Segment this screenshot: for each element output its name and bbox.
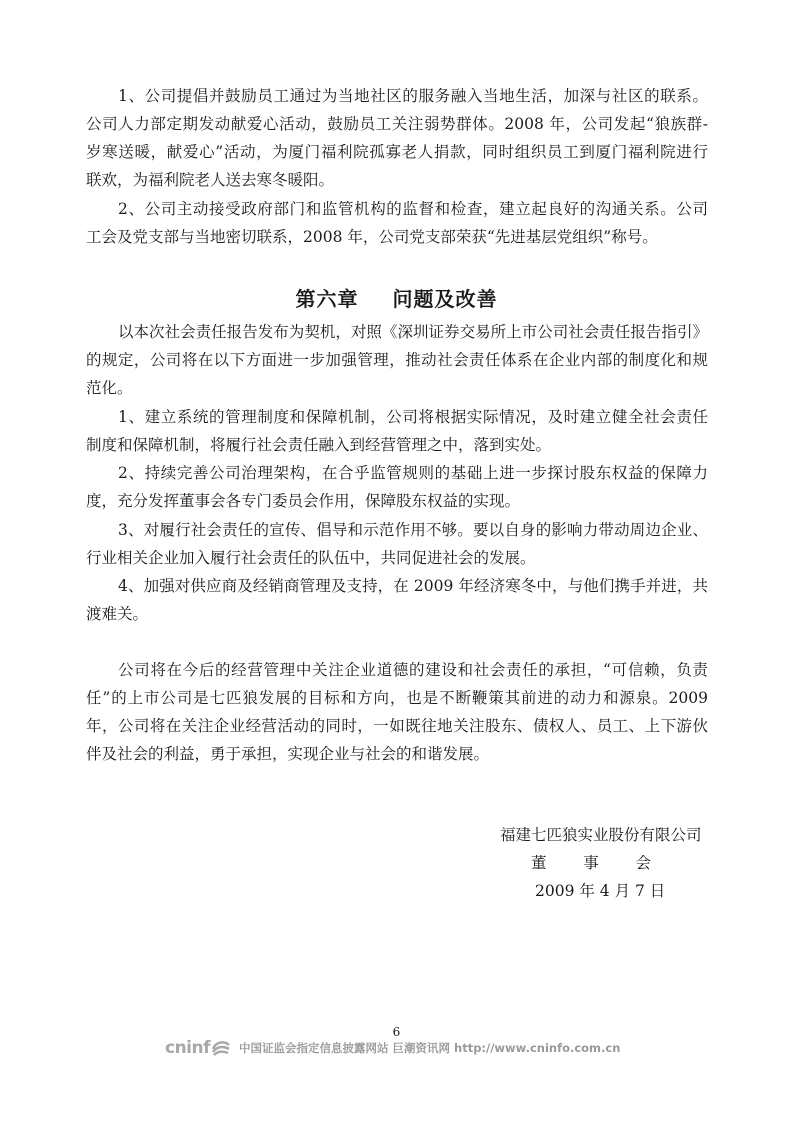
paragraph-line: 以本次社会责任报告发布为契机，对照《深圳证券交易所上市公司社会责任报告指引》 <box>118 323 708 341</box>
paragraph-line: 范化。 <box>86 379 133 397</box>
signature-date: 2009 年 4 月 7 日 <box>535 882 666 900</box>
paragraph-line: 任”的上市公司是七匹狼发展的目标和方向，也是不断鞭策其前进的动力和源泉。2009 <box>86 689 708 707</box>
cninfo-logo-icon <box>211 1039 231 1057</box>
paragraph-line: 行业相关企业加入履行社会责任的队伍中，共同促进社会的发展。 <box>86 549 536 567</box>
paragraph-line: 4、加强对供应商及经销商管理及支持，在 2009 年经济寒冬中，与他们携手并进，共 <box>118 577 708 595</box>
paragraph-line: 公司人力部定期发动献爱心活动，鼓励员工关注弱势群体。2008 年，公司发起“狼族群- <box>86 115 708 133</box>
signature-board-char: 会 <box>635 854 651 872</box>
footer <box>165 1037 620 1059</box>
signature-board <box>531 853 651 873</box>
paragraph-line: 2、持续完善公司治理架构，在合乎监管规则的基础上进一步探讨股东权益的保障力 <box>118 464 708 482</box>
footer-text: 中国证监会指定信息披露网站 巨潮资讯网 http://www.cninfo.com.cn <box>239 1041 621 1055</box>
paragraph-line: 联欢，为福利院老人送去寒冬暖阳。 <box>86 171 335 189</box>
logo-text: cninf <box>165 1038 211 1058</box>
page-number: 6 <box>392 1025 401 1039</box>
paragraph-line: 工会及党支部与当地密切联系，2008 年，公司党支部荣获“先进基层党组织”称号。 <box>86 228 658 246</box>
paragraph-line: 年，公司将在关注企业经营活动的同时，一如既往地关注股东、债权人、员工、上下游伙 <box>86 717 708 735</box>
paragraph-line: 3、对履行社会责任的宣传、倡导和示范作用不够。要以自身的影响力带动周边企业、 <box>118 521 708 539</box>
cninfo-logo <box>165 1038 231 1058</box>
paragraph-line: 伴及社会的利益，勇于承担，实现企业与社会的和谐发展。 <box>86 745 490 763</box>
chapter-title: 问题及改善 <box>392 287 498 311</box>
chapter-number: 第六章 <box>295 287 359 311</box>
paragraph-line: 1、建立系统的管理制度和保障机制，公司将根据实际情况，及时建立健全社会责任 <box>118 408 708 426</box>
paragraph-line: 公司将在今后的经营管理中关注企业道德的建设和社会责任的承担，“可信赖，负责 <box>118 661 708 679</box>
paragraph-line: 的规定，公司将在以下方面进一步加强管理，推动社会责任体系在企业内部的制度化和规 <box>86 351 708 369</box>
paragraph-line: 渡难关。 <box>86 605 149 623</box>
paragraph-line: 2、公司主动接受政府部门和监管机构的监督和检查，建立起良好的沟通关系。公司 <box>118 200 708 218</box>
signature-board-char: 事 <box>583 854 599 872</box>
paragraph-line: 制度和保障机制，将履行社会责任融入到经营管理之中，落到实处。 <box>86 436 552 454</box>
paragraph-line: 岁寒送暖，献爱心”活动，为厦门福利院孤寡老人捐款，同时组织员工到厦门福利院进行 <box>86 143 708 161</box>
signature-company: 福建七匹狼实业股份有限公司 <box>500 826 702 844</box>
signature-board-char: 董 <box>531 854 547 872</box>
chapter-heading <box>0 283 793 312</box>
paragraph-line: 度，充分发挥董事会各专门委员会作用，保障股东权益的实现。 <box>86 492 521 510</box>
paragraph-line: 1、公司提倡并鼓励员工通过为当地社区的服务融入当地生活，加深与社区的联系。 <box>118 87 708 105</box>
